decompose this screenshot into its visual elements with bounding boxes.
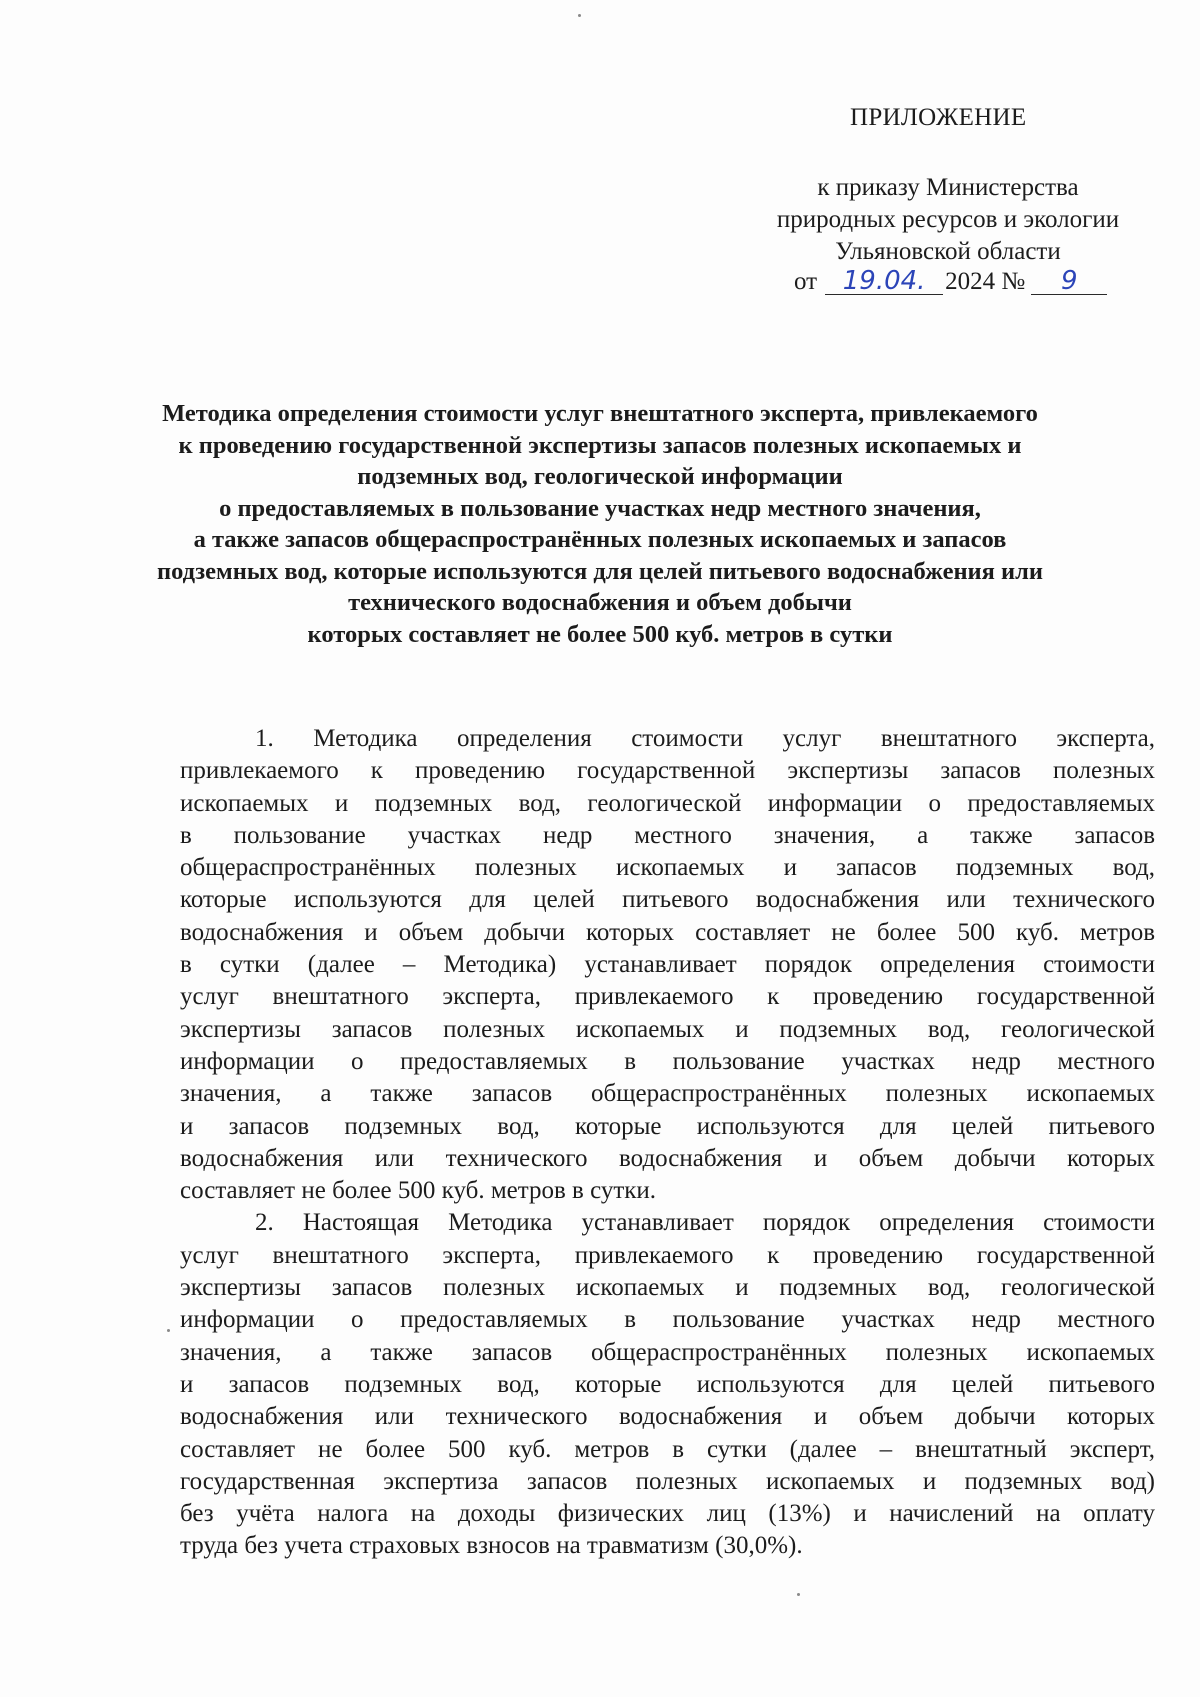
document-body bbox=[180, 723, 1155, 1563]
paragraph-line: информации о предоставляемых в пользование участках недр местного bbox=[180, 1306, 1155, 1334]
paragraph-line: в сутки (далее – Методика) устанавливает порядок определения стоимости bbox=[180, 951, 1155, 979]
order-reference-line: природных ресурсов и экологии bbox=[776, 206, 1120, 233]
paragraph-line: услуг внештатного эксперта, привлекаемого к проведению государственной bbox=[180, 1241, 1155, 1269]
paragraph-line: и запасов подземных вод, которые используются для целей питьевого bbox=[180, 1370, 1155, 1398]
paragraph-line: общераспространённых полезных ископаемых и запасов подземных вод, bbox=[180, 854, 1155, 882]
paragraph-line: государственная экспертиза запасов полезных ископаемых и подземных вод) bbox=[180, 1467, 1155, 1495]
appendix-title: ПРИЛОЖЕНИЕ bbox=[850, 104, 1027, 131]
paragraph-line: экспертизы запасов полезных ископаемых и подземных вод, геологической bbox=[180, 1015, 1155, 1043]
scan-speck bbox=[167, 1329, 170, 1332]
paragraph-line: без учёта налога на доходы физических лиц (13%) и начислений на оплату bbox=[180, 1500, 1155, 1528]
title-line: которых составляет не более 500 куб. метров в сутки bbox=[307, 620, 893, 648]
paragraph-line: информации о предоставляемых в пользование участках недр местного bbox=[180, 1047, 1155, 1075]
document-title bbox=[130, 398, 1070, 650]
paragraph-line: труда без учета страховых взносов на травматизм (30,0%). bbox=[180, 1532, 803, 1560]
paragraph-2 bbox=[180, 1207, 1155, 1562]
paragraph-line: составляет не более 500 куб. метров в сутки. bbox=[180, 1177, 657, 1205]
date-prefix: от bbox=[794, 268, 818, 295]
order-reference-line: к приказу Министерства bbox=[817, 174, 1079, 201]
handwritten-number: 9 bbox=[1031, 268, 1107, 295]
paragraph-line: значения, а также запасов общераспространённых полезных ископаемых bbox=[180, 1338, 1155, 1366]
scan-speck bbox=[797, 1593, 800, 1596]
title-line: технического водоснабжения и объем добычи bbox=[348, 589, 852, 616]
paragraph-1 bbox=[180, 723, 1155, 1207]
title-line: а также запасов общераспространённых полезных ископаемых и запасов bbox=[193, 526, 1007, 553]
order-date-line bbox=[794, 268, 1107, 296]
order-reference-line: Ульяновской области bbox=[835, 238, 1061, 265]
paragraph-line: ископаемых и подземных вод, геологической информации о предоставляемых bbox=[180, 789, 1155, 817]
paragraph-line: составляет не более 500 куб. метров в сутки (далее – внештатный эксперт, bbox=[180, 1435, 1155, 1463]
title-line: Методика определения стоимости услуг внештатного эксперта, привлекаемого bbox=[162, 400, 1038, 427]
paragraph-line: водоснабжения или технического водоснабжения и объем добычи которых bbox=[180, 1403, 1155, 1431]
paragraph-line: привлекаемого к проведению государственной экспертизы запасов полезных bbox=[180, 757, 1155, 785]
title-line: подземных вод, которые используются для целей питьевого водоснабжения или bbox=[156, 557, 1044, 585]
title-line: о предоставляемых в пользование участках недр местного значения, bbox=[219, 494, 981, 522]
title-line: к проведению государственной экспертизы запасов полезных ископаемых и bbox=[178, 431, 1022, 459]
title-line: подземных вод, геологической информации bbox=[357, 463, 843, 490]
scan-speck bbox=[578, 14, 581, 17]
paragraph-line: водоснабжения или технического водоснабжения и объем добычи которых bbox=[180, 1144, 1155, 1172]
paragraph-line: услуг внештатного эксперта, привлекаемого к проведению государственной bbox=[180, 983, 1155, 1011]
paragraph-line: в пользование участках недр местного значения, а также запасов bbox=[180, 821, 1155, 849]
year-number-label: 2024 № bbox=[945, 268, 1026, 295]
paragraph-line: и запасов подземных вод, которые используются для целей питьевого bbox=[180, 1112, 1155, 1140]
paragraph-line: которые используются для целей питьевого водоснабжения или технического bbox=[180, 886, 1155, 914]
handwritten-date: 19.04. bbox=[825, 268, 943, 295]
order-reference bbox=[748, 172, 1148, 268]
paragraph-line: экспертизы запасов полезных ископаемых и подземных вод, геологической bbox=[180, 1274, 1155, 1302]
paragraph-line: водоснабжения и объем добычи которых составляет не более 500 куб. метров bbox=[180, 918, 1155, 946]
paragraph-line: значения, а также запасов общераспространённых полезных ископаемых bbox=[180, 1080, 1155, 1108]
paragraph-line: 2. Настоящая Методика устанавливает порядок определения стоимости bbox=[255, 1209, 1155, 1237]
paragraph-line: 1. Методика определения стоимости услуг внештатного эксперта, bbox=[255, 725, 1155, 752]
